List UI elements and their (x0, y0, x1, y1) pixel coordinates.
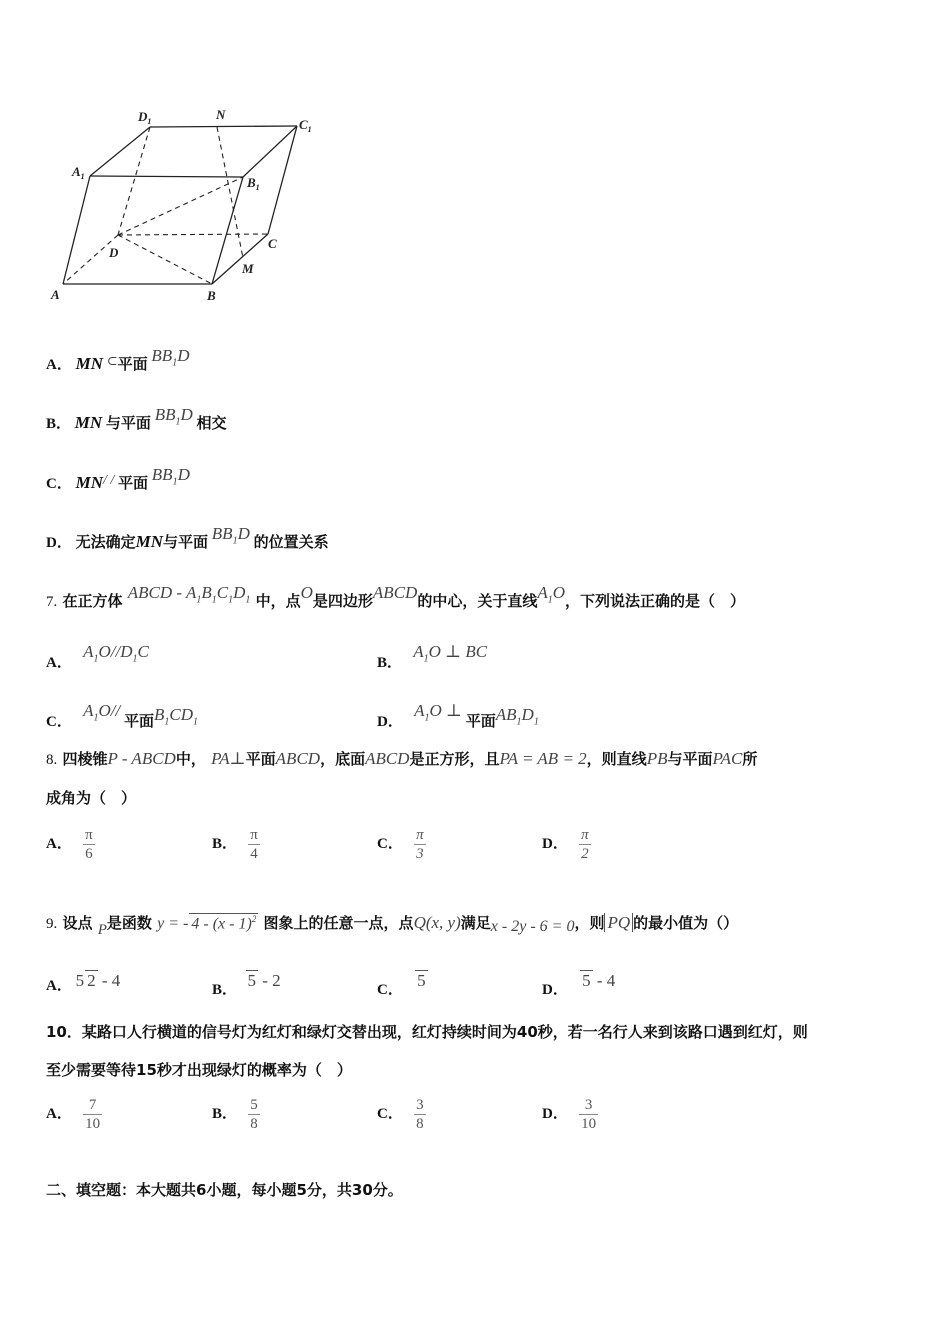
q9-option-a: A． 5 2 - 4 (46, 971, 121, 994)
edge-b1b (212, 177, 243, 284)
hidden-edge-db (118, 235, 212, 284)
q7-option-b: B． $A_1O$ ⊥ BC (377, 642, 488, 671)
q8-option-a: A． $\frac{\pi}{6}$ (46, 827, 93, 862)
q7-option-d: D． $A_1O$ ⊥ 平面$AB_1D_1$ (377, 701, 539, 730)
edge-a1a (63, 176, 90, 284)
q10-option-b: B． $\frac{5}{8}$ (212, 1097, 258, 1132)
label-d1: $D_1$ (138, 109, 152, 126)
q10-stem-line1: 10．某路口人行横道的信号灯为红灯和绿灯交替出现，红灯持续时间为40秒，若一名行人来到该路口遇到红灯，则 (46, 1023, 808, 1041)
q9-option-d: D． 5 - 4 (542, 971, 616, 998)
q9-stem: 9. 设点 P是函数 y = - 4 - (x - 1)$^2$ 图象上的任意一点，点Q(x, y)满足x - 2y - 6 = 0，则 PQ 的最小值为（） (46, 913, 739, 938)
q6-option-b: B． MN 与平面 $BB_1D$ 相交 (46, 405, 227, 432)
q8-stem-line1: 8. 四棱锥P - ABCD中， PA⊥平面ABCD，底面ABCD是正方形，且PA = AB = 2，则直线PB与平面PAC所 (46, 749, 758, 768)
q10-option-d: D． $\frac{3}{10}$ (542, 1097, 597, 1132)
q9-option-b: B． 5 - 2 (212, 971, 281, 998)
q8-stem-line2: 成角为（ ） (46, 789, 137, 807)
q8-option-c: C． $\frac{\pi}{3}$ (377, 827, 424, 862)
label-c1: $C_1$ (299, 117, 312, 134)
section-heading-fill-in: 二、填空题：本大题共6小题，每小题5分，共30分。 (46, 1181, 403, 1199)
parallelepiped-figure (40, 100, 340, 310)
q10-stem-line2: 至少需要等待15秒才出现绿灯的概率为（ ） (46, 1061, 352, 1079)
edge-a1b1 (90, 176, 243, 177)
hidden-edge-d1d (118, 127, 150, 235)
q7-stem: 7. 在正方体 ABCD - $A_1B_1C_1D_1$ 中，点O是四边形ABCD的中心，关于直线$A_1O$，下列说法正确的是（ ） (46, 583, 746, 610)
q6-option-a: A． MN ⊂平面 $BB_1D$ (46, 346, 190, 373)
label-d: D (109, 245, 119, 260)
edge-c1b1 (243, 126, 297, 177)
edge-d1c1 (150, 126, 297, 127)
label-a: A (51, 287, 60, 302)
q10-option-c: C． $\frac{3}{8}$ (377, 1097, 424, 1132)
label-c: C (268, 236, 277, 251)
q7-option-a: A． $A_1O//D_1C$ (46, 642, 149, 671)
label-b1: $B_1$ (247, 175, 260, 192)
q8-option-d: D． $\frac{\pi}{2}$ (542, 827, 589, 862)
q7-option-c: C． $A_1O//$ 平面$B_1CD_1$ (46, 701, 198, 730)
q6-option-c: C． MN/ / 平面 $BB_1D$ (46, 465, 190, 492)
label-m: M (242, 261, 254, 276)
q9-option-c: C． 5 (377, 971, 426, 998)
q8-option-b: B． $\frac{\pi}{4}$ (212, 827, 258, 862)
q10-option-a: A． $\frac{7}{10}$ (46, 1097, 101, 1132)
label-a1: $A_1$ (72, 164, 85, 181)
label-n: N (216, 107, 226, 122)
edge-c1c (268, 126, 297, 234)
hidden-edge-db1 (118, 177, 243, 235)
q6-option-d: D． 无法确定MN与平面 $BB_1D$ 的位置关系 (46, 524, 329, 551)
hidden-edge-dc (118, 234, 268, 235)
label-b: B (207, 288, 216, 303)
edge-bc (212, 234, 268, 284)
edge-d1a1 (90, 127, 150, 176)
